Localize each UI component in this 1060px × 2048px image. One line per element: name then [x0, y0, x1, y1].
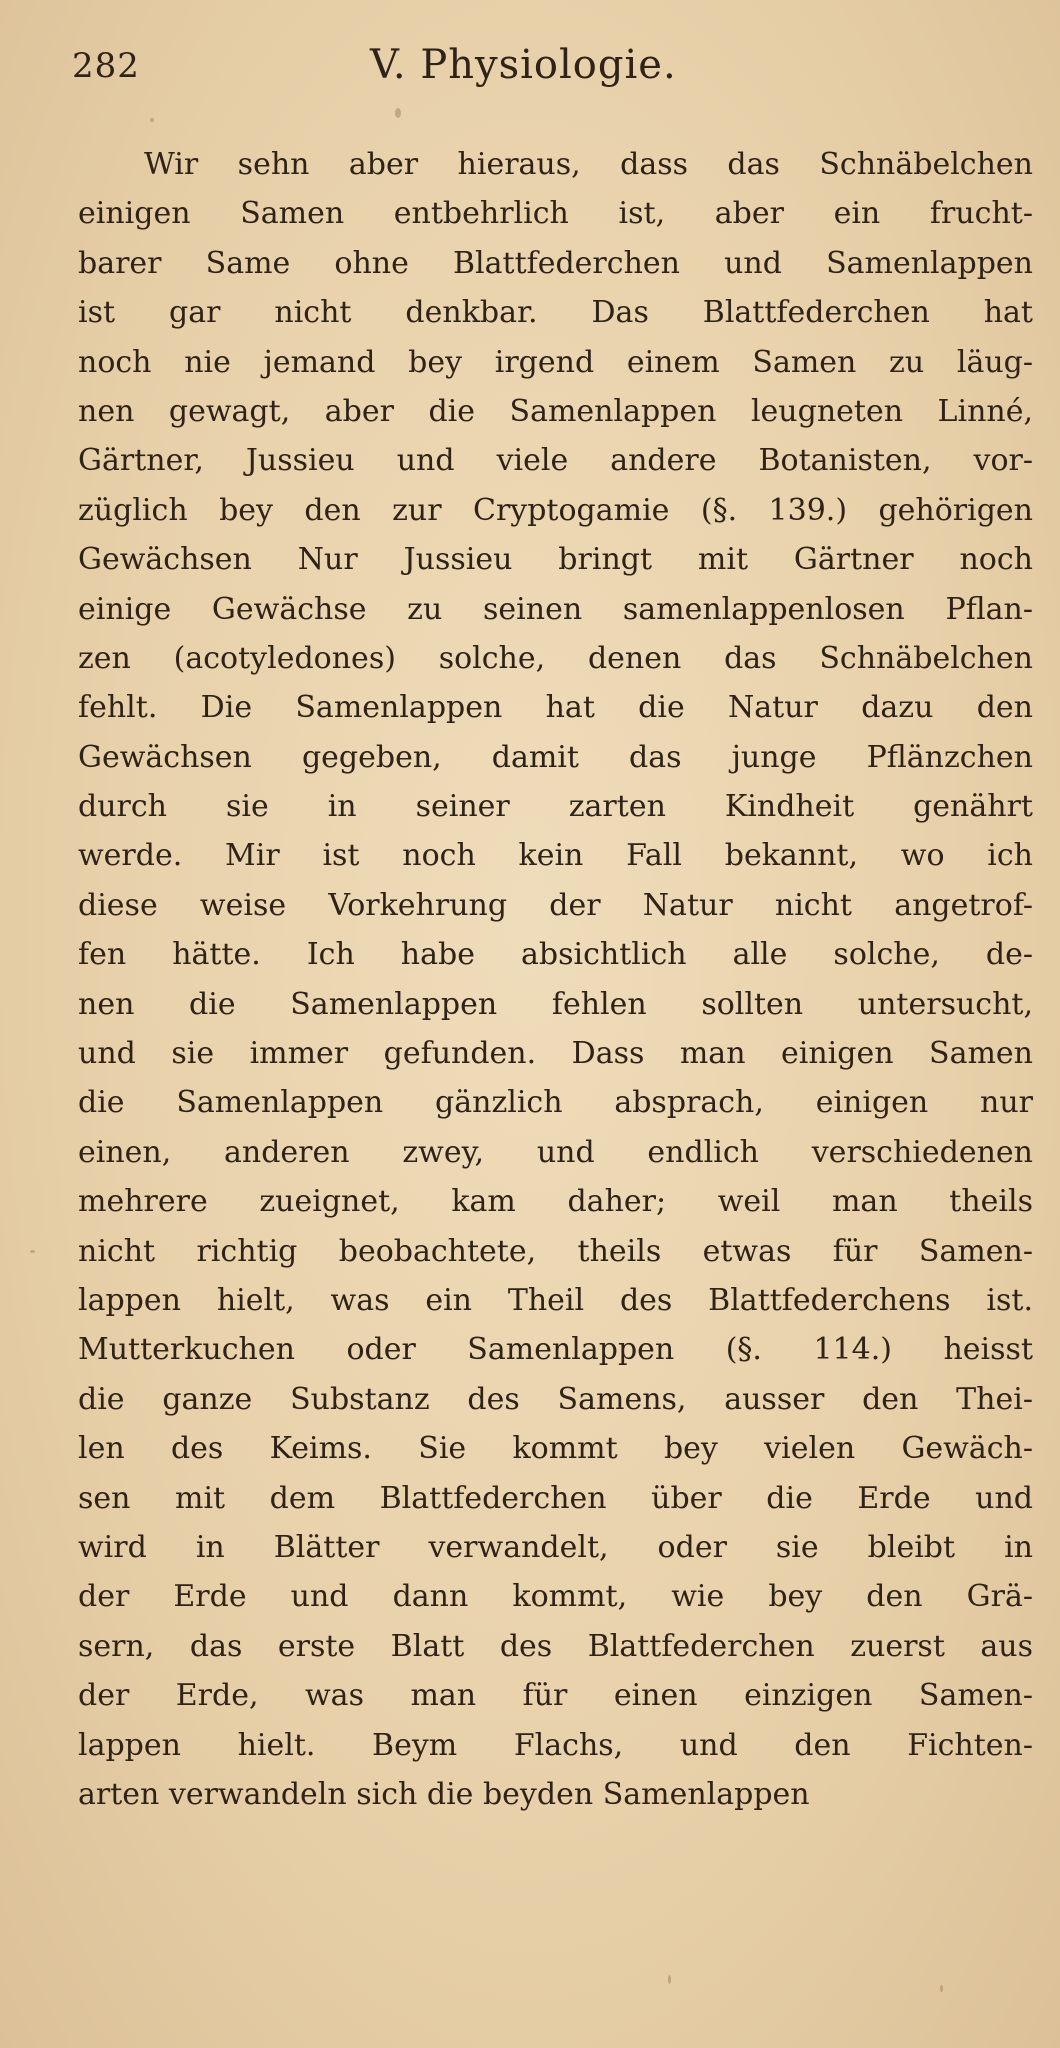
page-header — [60, 38, 1020, 98]
text-line: durch sie in seiner zarten Kindheit genährt — [78, 789, 1033, 825]
text-line: mehrere zueignet, kam daher; weil man theils — [78, 1184, 1033, 1220]
paper-speck — [940, 1985, 943, 1992]
text-line: Mutterkuchen oder Samenlappen (§. 114.) heisst — [78, 1332, 1033, 1368]
text-line: Wir sehn aber hieraus, dass das Schnäbelchen — [144, 147, 1033, 182]
text-line: len des Keims. Sie kommt bey vielen Gewäch- — [78, 1431, 1033, 1467]
text-line: wird in Blätter verwandelt, oder sie bleibt in — [78, 1529, 1033, 1565]
text-line: einen, anderen zwey, und endlich verschiedenen — [78, 1134, 1033, 1170]
text-line: sen mit dem Blattfederchen über die Erde und — [78, 1480, 1033, 1516]
text-line: nen gewagt, aber die Samenlappen leugneten Linné, — [78, 393, 1033, 429]
text-line: sern, das erste Blatt des Blattfederchen zuerst aus — [78, 1628, 1033, 1664]
text-line: nicht richtig beobachtete, theils etwas für Samen- — [78, 1233, 1033, 1269]
text-line: die ganze Substanz des Samens, ausser den Thei- — [78, 1381, 1033, 1417]
text-line: die Samenlappen gänzlich absprach, einigen nur — [78, 1085, 1033, 1121]
text-line: diese weise Vorkehrung der Natur nicht angetrof- — [78, 887, 1033, 923]
text-line: züglich bey den zur Cryptogamie (§. 139.) gehörigen — [78, 492, 1033, 528]
text-line: Gärtner, Jussieu und viele andere Botanisten, vor- — [78, 443, 1033, 479]
text-line: nen die Samenlappen fehlen sollten untersucht, — [78, 986, 1033, 1022]
text-line: fen hätte. Ich habe absichtlich alle solche, de- — [78, 937, 1033, 973]
text-line: zen (acotyledones) solche, denen das Schnäbelchen — [78, 640, 1033, 676]
text-line: einigen Samen entbehrlich ist, aber ein frucht- — [78, 196, 1033, 232]
page-number: 282 — [72, 46, 140, 86]
text-line: werde. Mir ist noch kein Fall bekannt, wo ich — [78, 838, 1033, 874]
text-line: Gewächsen gegeben, damit das junge Pflänzchen — [78, 739, 1033, 775]
body-text — [78, 140, 1033, 1819]
text-line: ist gar nicht denkbar. Das Blattfederchen hat — [78, 295, 1033, 331]
text-line: noch nie jemand bey irgend einem Samen zu läug- — [78, 344, 1033, 380]
paper-speck — [668, 1975, 671, 1984]
running-head: V. Physiologie. — [370, 42, 677, 88]
text-line: der Erde, was man für einen einzigen Samen- — [78, 1678, 1033, 1714]
text-line: lappen hielt. Beym Flachs, und den Fichten- — [78, 1727, 1033, 1763]
text-line: fehlt. Die Samenlappen hat die Natur dazu den — [78, 690, 1033, 726]
text-line: und sie immer gefunden. Dass man einigen Samen — [78, 1036, 1033, 1072]
text-line: Gewächsen Nur Jussieu bringt mit Gärtner noch — [78, 542, 1033, 578]
text-line: einige Gewächse zu seinen samenlappenlosen Pflan- — [78, 591, 1033, 627]
paper-speck — [30, 1250, 35, 1253]
text-line: barer Same ohne Blattfederchen und Samenlappen — [78, 245, 1033, 281]
paper-speck — [395, 108, 401, 118]
paper-speck — [150, 118, 154, 122]
text-line: lappen hielt, was ein Theil des Blattfederchens ist. — [78, 1282, 1033, 1318]
text-line: arten verwandeln sich die beyden Samenlappen — [78, 1776, 810, 1812]
text-line: der Erde und dann kommt, wie bey den Grä- — [78, 1579, 1033, 1615]
